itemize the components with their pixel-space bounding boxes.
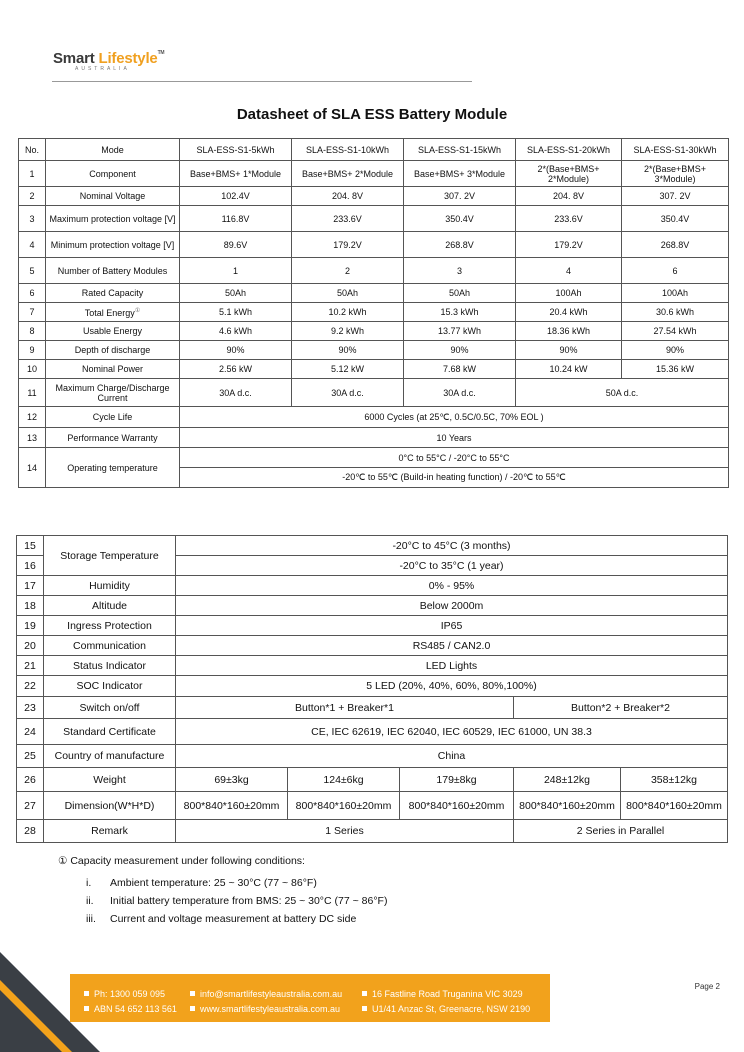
cell-value: 2*(Base+BMS+ 3*Module) [622, 161, 729, 187]
row-label: Usable Energy [46, 322, 180, 341]
table-row [17, 596, 728, 616]
cell-value-merged: -20°C to 45°C (3 months) [176, 536, 728, 556]
row-number: 17 [17, 576, 44, 596]
row-label: Switch on/off [44, 697, 176, 719]
row-number: 16 [17, 556, 44, 576]
footnotes [58, 855, 387, 931]
bullet-icon [190, 1006, 195, 1011]
cell-value: 3 [404, 258, 516, 284]
cell-value: 350.4V [622, 206, 729, 232]
cell-value: 307. 2V [404, 187, 516, 206]
row-number: 18 [17, 596, 44, 616]
row-number: 26 [17, 768, 44, 792]
cell-value: 90% [292, 341, 404, 360]
bullet-icon [84, 991, 89, 996]
table-row [19, 360, 729, 379]
table-row [17, 636, 728, 656]
cell-value: 350.4V [404, 206, 516, 232]
row-label: Storage Temperature [44, 536, 176, 576]
cell-value: 2 [292, 258, 404, 284]
row-number: 13 [19, 428, 46, 448]
page-number: Page 2 [694, 982, 720, 991]
cell-value-merged: 0°C to 55°C / -20°C to 55°C [180, 448, 729, 468]
cell-value: 50Ah [404, 284, 516, 303]
row-number: 12 [19, 407, 46, 428]
table-row [17, 616, 728, 636]
row-number: 5 [19, 258, 46, 284]
row-number: 27 [17, 792, 44, 820]
cell-value: 7.68 kW [404, 360, 516, 379]
cell-value: 102.4V [180, 187, 292, 206]
table-row [19, 322, 729, 341]
header-model: SLA-ESS-S1-15kWh [404, 139, 516, 161]
cell-value-merged: Button*1 + Breaker*1 [176, 697, 514, 719]
list-item-text: Ambient temperature: 25 ~ 30°C (77 ~ 86°F) [110, 877, 317, 889]
cell-value-merged: LED Lights [176, 656, 728, 676]
footer-phone-text: Ph: 1300 059 095 [94, 989, 166, 999]
table-row [19, 379, 729, 407]
row-number: 7 [19, 303, 46, 322]
header-model: SLA-ESS-S1-30kWh [622, 139, 729, 161]
row-number: 20 [17, 636, 44, 656]
footnote-marker: ① [134, 307, 141, 314]
cell-value-merged: CE, IEC 62619, IEC 62040, IEC 60529, IEC 61000, UN 38.3 [176, 719, 728, 745]
cell-value: 5.12 kW [292, 360, 404, 379]
table-row [19, 407, 729, 428]
cell-value: 90% [404, 341, 516, 360]
brand-logo [53, 50, 164, 72]
row-number: 11 [19, 379, 46, 407]
row-label: Weight [44, 768, 176, 792]
table-row [17, 676, 728, 697]
cell-value: Base+BMS+ 1*Module [180, 161, 292, 187]
cell-value: 179.2V [516, 232, 622, 258]
cell-value-merged: China [176, 745, 728, 768]
bullet-icon [362, 1006, 367, 1011]
table-row [17, 697, 728, 719]
footer-abn-text: ABN 54 652 113 561 [94, 1004, 177, 1014]
row-label: Cycle Life [46, 407, 180, 428]
cell-value: 2.56 kW [180, 360, 292, 379]
table-row [17, 745, 728, 768]
row-number: 24 [17, 719, 44, 745]
table-row [17, 768, 728, 792]
cell-value: 204. 8V [516, 187, 622, 206]
cell-value: 50Ah [292, 284, 404, 303]
cell-value: 116.8V [180, 206, 292, 232]
cell-value: 9.2 kWh [292, 322, 404, 341]
logo-wordmark: Smart Lifestyle™ [53, 50, 165, 67]
bullet-icon [362, 991, 367, 996]
cell-value: 15.36 kW [622, 360, 729, 379]
spec-table-secondary [16, 535, 728, 843]
row-number: 3 [19, 206, 46, 232]
row-number: 23 [17, 697, 44, 719]
cell-value-merged: -20°C to 35°C (1 year) [176, 556, 728, 576]
row-number: 25 [17, 745, 44, 768]
spec-table-main [18, 138, 729, 488]
cell-value: 124±6kg [288, 768, 400, 792]
row-label: Humidity [44, 576, 176, 596]
list-item [58, 877, 387, 895]
cell-value-merged: 0% - 95% [176, 576, 728, 596]
table-row [17, 656, 728, 676]
cell-value: 233.6V [292, 206, 404, 232]
cell-value: 50Ah [180, 284, 292, 303]
footer-bar [70, 974, 550, 1022]
cell-value: 18.36 kWh [516, 322, 622, 341]
list-item-text: Initial battery temperature from BMS: 25 ~ 30°C (77 ~ 86°F) [110, 895, 388, 907]
cell-value: 100Ah [622, 284, 729, 303]
cell-value: 4 [516, 258, 622, 284]
row-number: 10 [19, 360, 46, 379]
row-label: Performance Warranty [46, 428, 180, 448]
footer-email-text[interactable]: info@smartlifestyleaustralia.com.au [200, 989, 343, 999]
cell-value: 800*840*160±20mm [514, 792, 621, 820]
cell-value: 358±12kg [621, 768, 728, 792]
row-label: Standard Certificate [44, 719, 176, 745]
cell-value: 4.6 kWh [180, 322, 292, 341]
row-label: Maximum Charge/Discharge Current [46, 379, 180, 407]
footer-address-2-text: U1/41 Anzac St, Greenacre, NSW 2190 [372, 1004, 531, 1014]
cell-value: 5.1 kWh [180, 303, 292, 322]
cell-value: 30.6 kWh [622, 303, 729, 322]
row-label-text: Total Energy [84, 307, 135, 318]
row-label: Country of manufacture [44, 745, 176, 768]
footer-address-1-text: 16 Fastline Road Truganina VIC 3029 [372, 989, 523, 999]
table-row [19, 232, 729, 258]
row-label: Remark [44, 820, 176, 843]
cell-value: 800*840*160±20mm [621, 792, 728, 820]
footnote-intro: ① Capacity measurement under following conditions: [58, 855, 305, 867]
cell-value-merged: 6000 Cycles (at 25℃, 0.5C/0.5C, 70% EOL ) [180, 407, 729, 428]
row-label: SOC Indicator [44, 676, 176, 697]
footer-address-1 [362, 989, 523, 999]
cell-value-merged: 50A d.c. [516, 379, 729, 407]
row-label [46, 303, 180, 322]
cell-value: 179.2V [292, 232, 404, 258]
cell-value: Base+BMS+ 3*Module [404, 161, 516, 187]
cell-value-merged: Button*2 + Breaker*2 [514, 697, 728, 719]
footnote-list [58, 877, 387, 931]
table-row [19, 161, 729, 187]
table-row [17, 820, 728, 843]
row-number: 8 [19, 322, 46, 341]
page-title: Datasheet of SLA ESS Battery Module [236, 106, 508, 123]
cell-value: 1 [180, 258, 292, 284]
row-number: 22 [17, 676, 44, 697]
table-header-row [19, 139, 729, 161]
row-number: 28 [17, 820, 44, 843]
list-item [58, 913, 387, 931]
footer-abn [84, 1004, 177, 1014]
row-number: 21 [17, 656, 44, 676]
footer-phone [84, 989, 165, 999]
cell-value: 2*(Base+BMS+ 2*Module) [516, 161, 622, 187]
cell-value: 268.8V [404, 232, 516, 258]
row-label: Maximum protection voltage [V] [46, 206, 180, 232]
row-label: Component [46, 161, 180, 187]
row-number: 15 [17, 536, 44, 556]
list-item-number: ii. [86, 895, 94, 907]
list-item [58, 895, 387, 913]
cell-value-merged: Below 2000m [176, 596, 728, 616]
cell-value-merged: RS485 / CAN2.0 [176, 636, 728, 656]
cell-value-merged: -20℃ to 55℃ (Build-in heating function) / -20℃ to 55℃ [180, 468, 729, 488]
cell-value: 800*840*160±20mm [400, 792, 514, 820]
table-row [17, 719, 728, 745]
bullet-icon [190, 991, 195, 996]
table-row [19, 448, 729, 468]
row-number: 2 [19, 187, 46, 206]
row-label: Nominal Power [46, 360, 180, 379]
table-row [19, 284, 729, 303]
cell-value-merged: 10 Years [180, 428, 729, 448]
row-label: Operating temperature [46, 448, 180, 488]
cell-value: 800*840*160±20mm [288, 792, 400, 820]
row-label: Dimension(W*H*D) [44, 792, 176, 820]
cell-value: 30A d.c. [292, 379, 404, 407]
cell-value: 27.54 kWh [622, 322, 729, 341]
row-label: Rated Capacity [46, 284, 180, 303]
cell-value-merged: IP65 [176, 616, 728, 636]
list-item-number: iii. [86, 913, 96, 925]
cell-value: 268.8V [622, 232, 729, 258]
row-label: Number of Battery Modules [46, 258, 180, 284]
cell-value: 10.2 kWh [292, 303, 404, 322]
cell-value: 30A d.c. [404, 379, 516, 407]
table-row [19, 258, 729, 284]
row-number: 6 [19, 284, 46, 303]
cell-value-merged: 5 LED (20%, 40%, 60%, 80%,100%) [176, 676, 728, 697]
header-model: SLA-ESS-S1-20kWh [516, 139, 622, 161]
logo-subtitle: AUSTRALIA [75, 66, 130, 72]
cell-value: 307. 2V [622, 187, 729, 206]
cell-value: 89.6V [180, 232, 292, 258]
cell-value: 10.24 kW [516, 360, 622, 379]
footer-website-text[interactable]: www.smartlifestyleaustralia.com.au [200, 1004, 341, 1014]
table-row [19, 428, 729, 448]
cell-value: 69±3kg [176, 768, 288, 792]
cell-value: 13.77 kWh [404, 322, 516, 341]
header-model: SLA-ESS-S1-10kWh [292, 139, 404, 161]
cell-value: 179±8kg [400, 768, 514, 792]
cell-value: 20.4 kWh [516, 303, 622, 322]
row-label: Altitude [44, 596, 176, 616]
cell-value: 90% [516, 341, 622, 360]
footer-address-2 [362, 1004, 530, 1014]
header-mode: Mode [46, 139, 180, 161]
header-no: No. [19, 139, 46, 161]
cell-value-merged: 1 Series [176, 820, 514, 843]
footer-website[interactable] [190, 1004, 340, 1014]
cell-value: 100Ah [516, 284, 622, 303]
table-row [19, 303, 729, 322]
cell-value: 800*840*160±20mm [176, 792, 288, 820]
table-row [17, 576, 728, 596]
table-row [19, 206, 729, 232]
cell-value: 204. 8V [292, 187, 404, 206]
footer-email[interactable] [190, 989, 342, 999]
list-item-number: i. [86, 877, 92, 889]
row-label: Status Indicator [44, 656, 176, 676]
table-row [17, 792, 728, 820]
cell-value: 233.6V [516, 206, 622, 232]
row-label: Depth of discharge [46, 341, 180, 360]
row-label: Nominal Voltage [46, 187, 180, 206]
table-row [17, 536, 728, 556]
bullet-icon [84, 1006, 89, 1011]
row-label: Minimum protection voltage [V] [46, 232, 180, 258]
row-number: 1 [19, 161, 46, 187]
cell-value: 15.3 kWh [404, 303, 516, 322]
cell-value-merged: 2 Series in Parallel [514, 820, 728, 843]
cell-value: 248±12kg [514, 768, 621, 792]
row-number: 4 [19, 232, 46, 258]
table-row [19, 187, 729, 206]
row-number: 9 [19, 341, 46, 360]
row-number: 19 [17, 616, 44, 636]
row-label: Communication [44, 636, 176, 656]
header-divider [52, 81, 472, 82]
row-label: Ingress Protection [44, 616, 176, 636]
header-model: SLA-ESS-S1-5kWh [180, 139, 292, 161]
cell-value: Base+BMS+ 2*Module [292, 161, 404, 187]
table-row [19, 341, 729, 360]
cell-value: 90% [622, 341, 729, 360]
row-number: 14 [19, 448, 46, 488]
list-item-text: Current and voltage measurement at battery DC side [110, 913, 357, 925]
cell-value: 90% [180, 341, 292, 360]
cell-value: 30A d.c. [180, 379, 292, 407]
cell-value: 6 [622, 258, 729, 284]
